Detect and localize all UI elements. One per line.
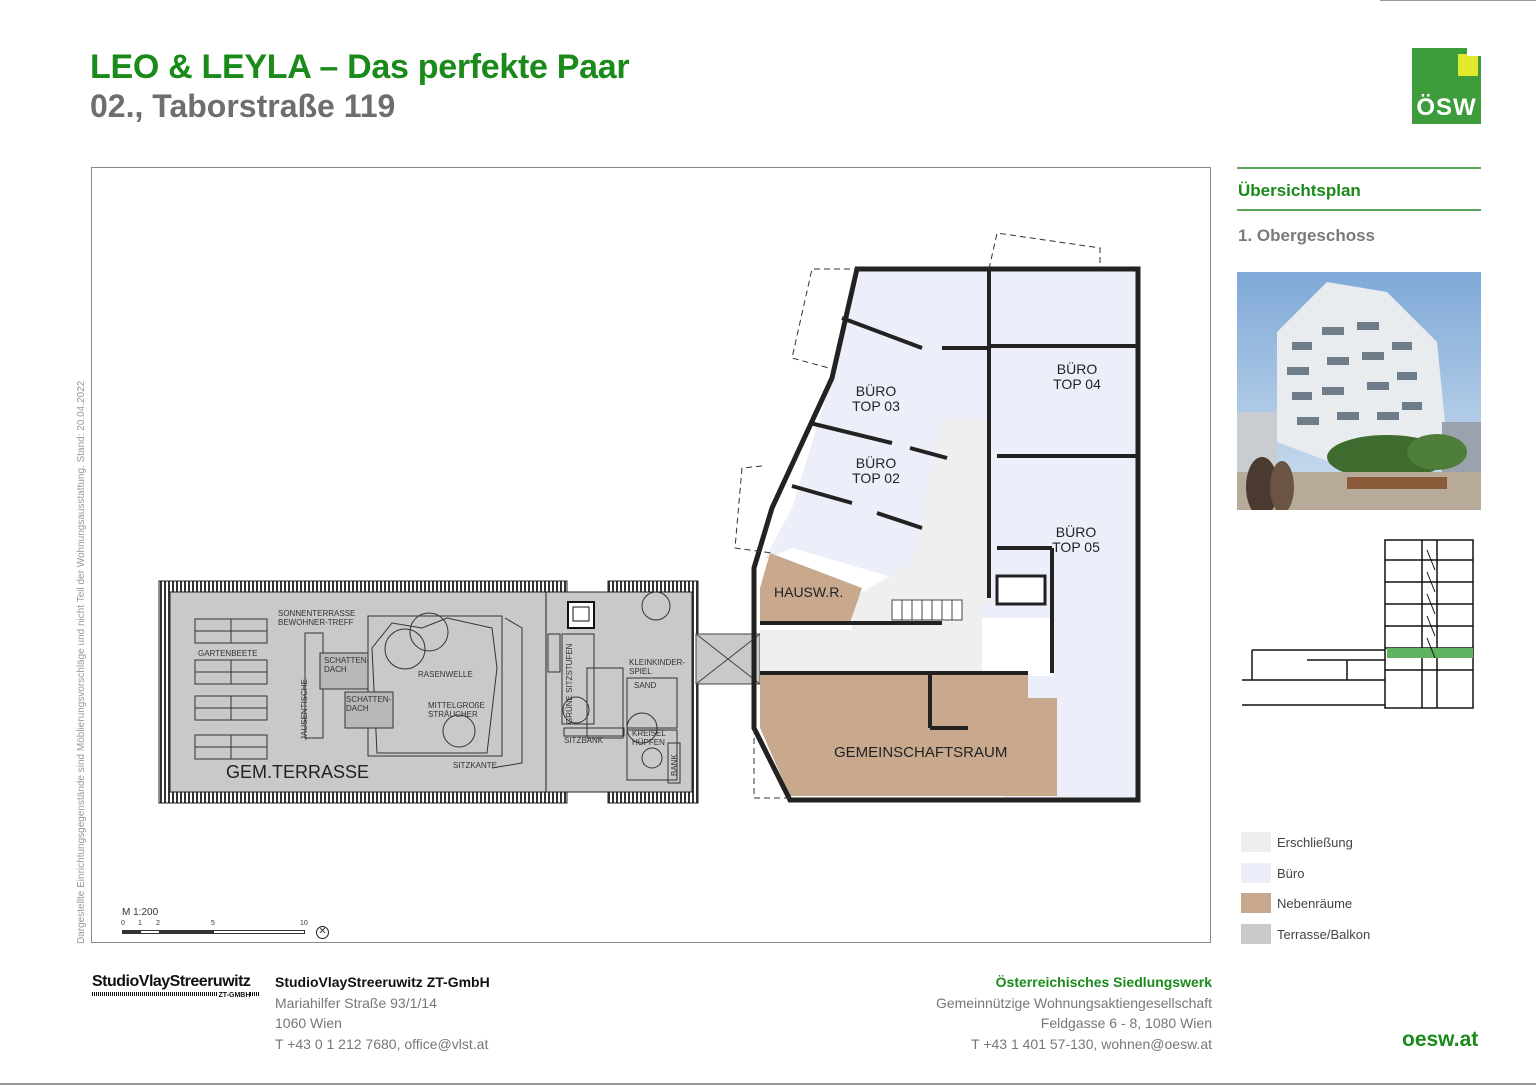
scale-graphic — [122, 918, 332, 942]
label-line: SCHATTEN- — [346, 695, 392, 704]
panel-heading: Übersichtsplan — [1238, 181, 1361, 200]
label-line: SCHATTEN- — [324, 656, 370, 665]
logo-notch — [1467, 48, 1481, 56]
top-rule — [1380, 0, 1536, 1]
label-kreisel — [632, 729, 666, 747]
label-line: KREISEL — [632, 729, 666, 738]
legend-swatch — [1241, 832, 1271, 852]
architect-address — [275, 972, 490, 1054]
building — [735, 233, 1138, 800]
room-label-top02 — [834, 456, 918, 486]
room-label-top04 — [1035, 362, 1119, 392]
label-line: BEWOHNER-TREFF — [278, 618, 354, 627]
scale-tick: 0 — [121, 920, 125, 927]
label-gruene-sitzstufen: GRÜNE SITZSTUFEN — [565, 643, 574, 724]
room-name: BÜRO — [855, 455, 897, 471]
legend-swatch — [1241, 924, 1271, 944]
room-number: TOP 02 — [852, 470, 900, 486]
label-schattendach-1 — [324, 656, 369, 674]
logo-text: ÖSW — [1416, 94, 1477, 121]
label-line: SPIEL — [629, 667, 652, 676]
room-name: BÜRO — [1056, 361, 1098, 377]
north-arrow-icon: ✕ — [316, 926, 329, 939]
room-number: TOP 05 — [1052, 539, 1100, 555]
label-line: DACH — [346, 704, 369, 713]
label-sand: SAND — [634, 681, 657, 690]
legend-label: Terrasse/Balkon — [1277, 926, 1371, 942]
label-line: STRÄUCHER — [428, 710, 478, 719]
legend-label: Erschließung — [1277, 835, 1353, 850]
panel-floor: 1. Obergeschoss — [1238, 226, 1376, 245]
scale-bar — [122, 907, 332, 942]
legend-swatch — [1241, 863, 1271, 883]
label-line: SONNENTERRASSE — [278, 609, 356, 618]
panel-rule-top — [1237, 167, 1481, 169]
room-label-gemeinschaftsraum: GEMEINSCHAFTSRAUM — [834, 744, 1008, 761]
label-kleinkinderspiel — [629, 658, 685, 676]
scale-tick: 2 — [156, 920, 160, 927]
osw-logo — [1412, 48, 1481, 124]
disclaimer-note: Dargestellte Einrichtungsgegenstände sind Möblierungsvorschläge und nicht Teil der Wohnungsausstattung. Stand: 20.04.2022 — [76, 380, 87, 944]
label-gartenbeete: GARTENBEETE — [198, 649, 258, 658]
developer-description: Gemeinnützige Wohnungsaktiengesellschaft — [935, 994, 1212, 1011]
room-label-top03 — [834, 384, 918, 414]
architect-name: StudioVlayStreeruwitz ZT-GmbH — [275, 974, 490, 990]
architect-city: 1060 Wien — [275, 1015, 342, 1031]
building-rendering-image — [1237, 272, 1481, 510]
room-name: BÜRO — [855, 383, 897, 399]
scale-tick: 10 — [300, 920, 308, 927]
room-name: BÜRO — [1055, 524, 1097, 540]
label-sitzbank: SITZBANK — [564, 736, 604, 745]
label-jausentische: JAUSENTISCHE — [300, 679, 309, 740]
developer-street: Feldgasse 6 - 8, 1080 Wien — [1040, 1015, 1212, 1031]
logo-yellow-square — [1458, 54, 1478, 76]
developer-contact: T +43 1 401 57-130, wohnen@oesw.at — [971, 1035, 1212, 1052]
website-link[interactable]: oesw.at — [1402, 1028, 1479, 1051]
label-line: MITTELGROßE — [428, 701, 485, 710]
label-sonnenterrasse — [278, 609, 355, 627]
label-sitzkante: SITZKANTE — [453, 761, 498, 770]
room-label-hauswr: HAUSW.R. — [774, 584, 844, 600]
studio-logo-text: StudioVlayStreeruwitz — [92, 973, 251, 990]
label-line: KLEINKINDER- — [629, 658, 686, 667]
bottom-rule — [0, 1083, 1536, 1085]
label-mittelgrosse — [428, 701, 485, 719]
scale-label: M 1:200 — [122, 907, 159, 918]
label-rasenwelle: RASENWELLE — [418, 670, 473, 679]
architect-contact: T +43 0 1 212 7680, office@vlst.at — [275, 1035, 489, 1052]
scale-bar-line — [122, 930, 305, 934]
page-subtitle: 02., Taborstraße 119 — [90, 88, 396, 124]
legend-label: Büro — [1277, 865, 1305, 881]
panel-rule-mid — [1237, 209, 1481, 211]
building-section-diagram — [1237, 530, 1481, 716]
architect-street: Mariahilfer Straße 93/1/14 — [275, 994, 437, 1011]
room-label-top05 — [1034, 525, 1118, 555]
bridge-connector — [696, 634, 760, 684]
floor-plan — [91, 167, 1211, 943]
room-number: TOP 04 — [1053, 376, 1101, 392]
scale-tick: 1 — [138, 920, 142, 927]
page-title: LEO & LEYLA – Das perfekte Paar — [90, 48, 630, 86]
scale-tick: 5 — [211, 920, 215, 927]
room-number: TOP 03 — [852, 398, 900, 414]
room-label-gem-terrasse: GEM.TERRASSE — [226, 762, 370, 782]
developer-address — [936, 972, 1212, 1054]
label-line: HÜPFEN — [632, 738, 665, 747]
legend-label: Nebenräume — [1277, 896, 1353, 911]
floor-plan-drawing — [92, 168, 1212, 944]
studio-logo-sub: ZT-GMBH — [218, 992, 251, 999]
label-bank: BANK — [670, 754, 679, 776]
label-schattendach-2 — [346, 695, 391, 713]
developer-name: Österreichisches Siedlungswerk — [995, 974, 1212, 990]
studio-logo — [92, 973, 251, 999]
legend-swatch — [1241, 893, 1271, 913]
label-line: DACH — [324, 665, 347, 674]
